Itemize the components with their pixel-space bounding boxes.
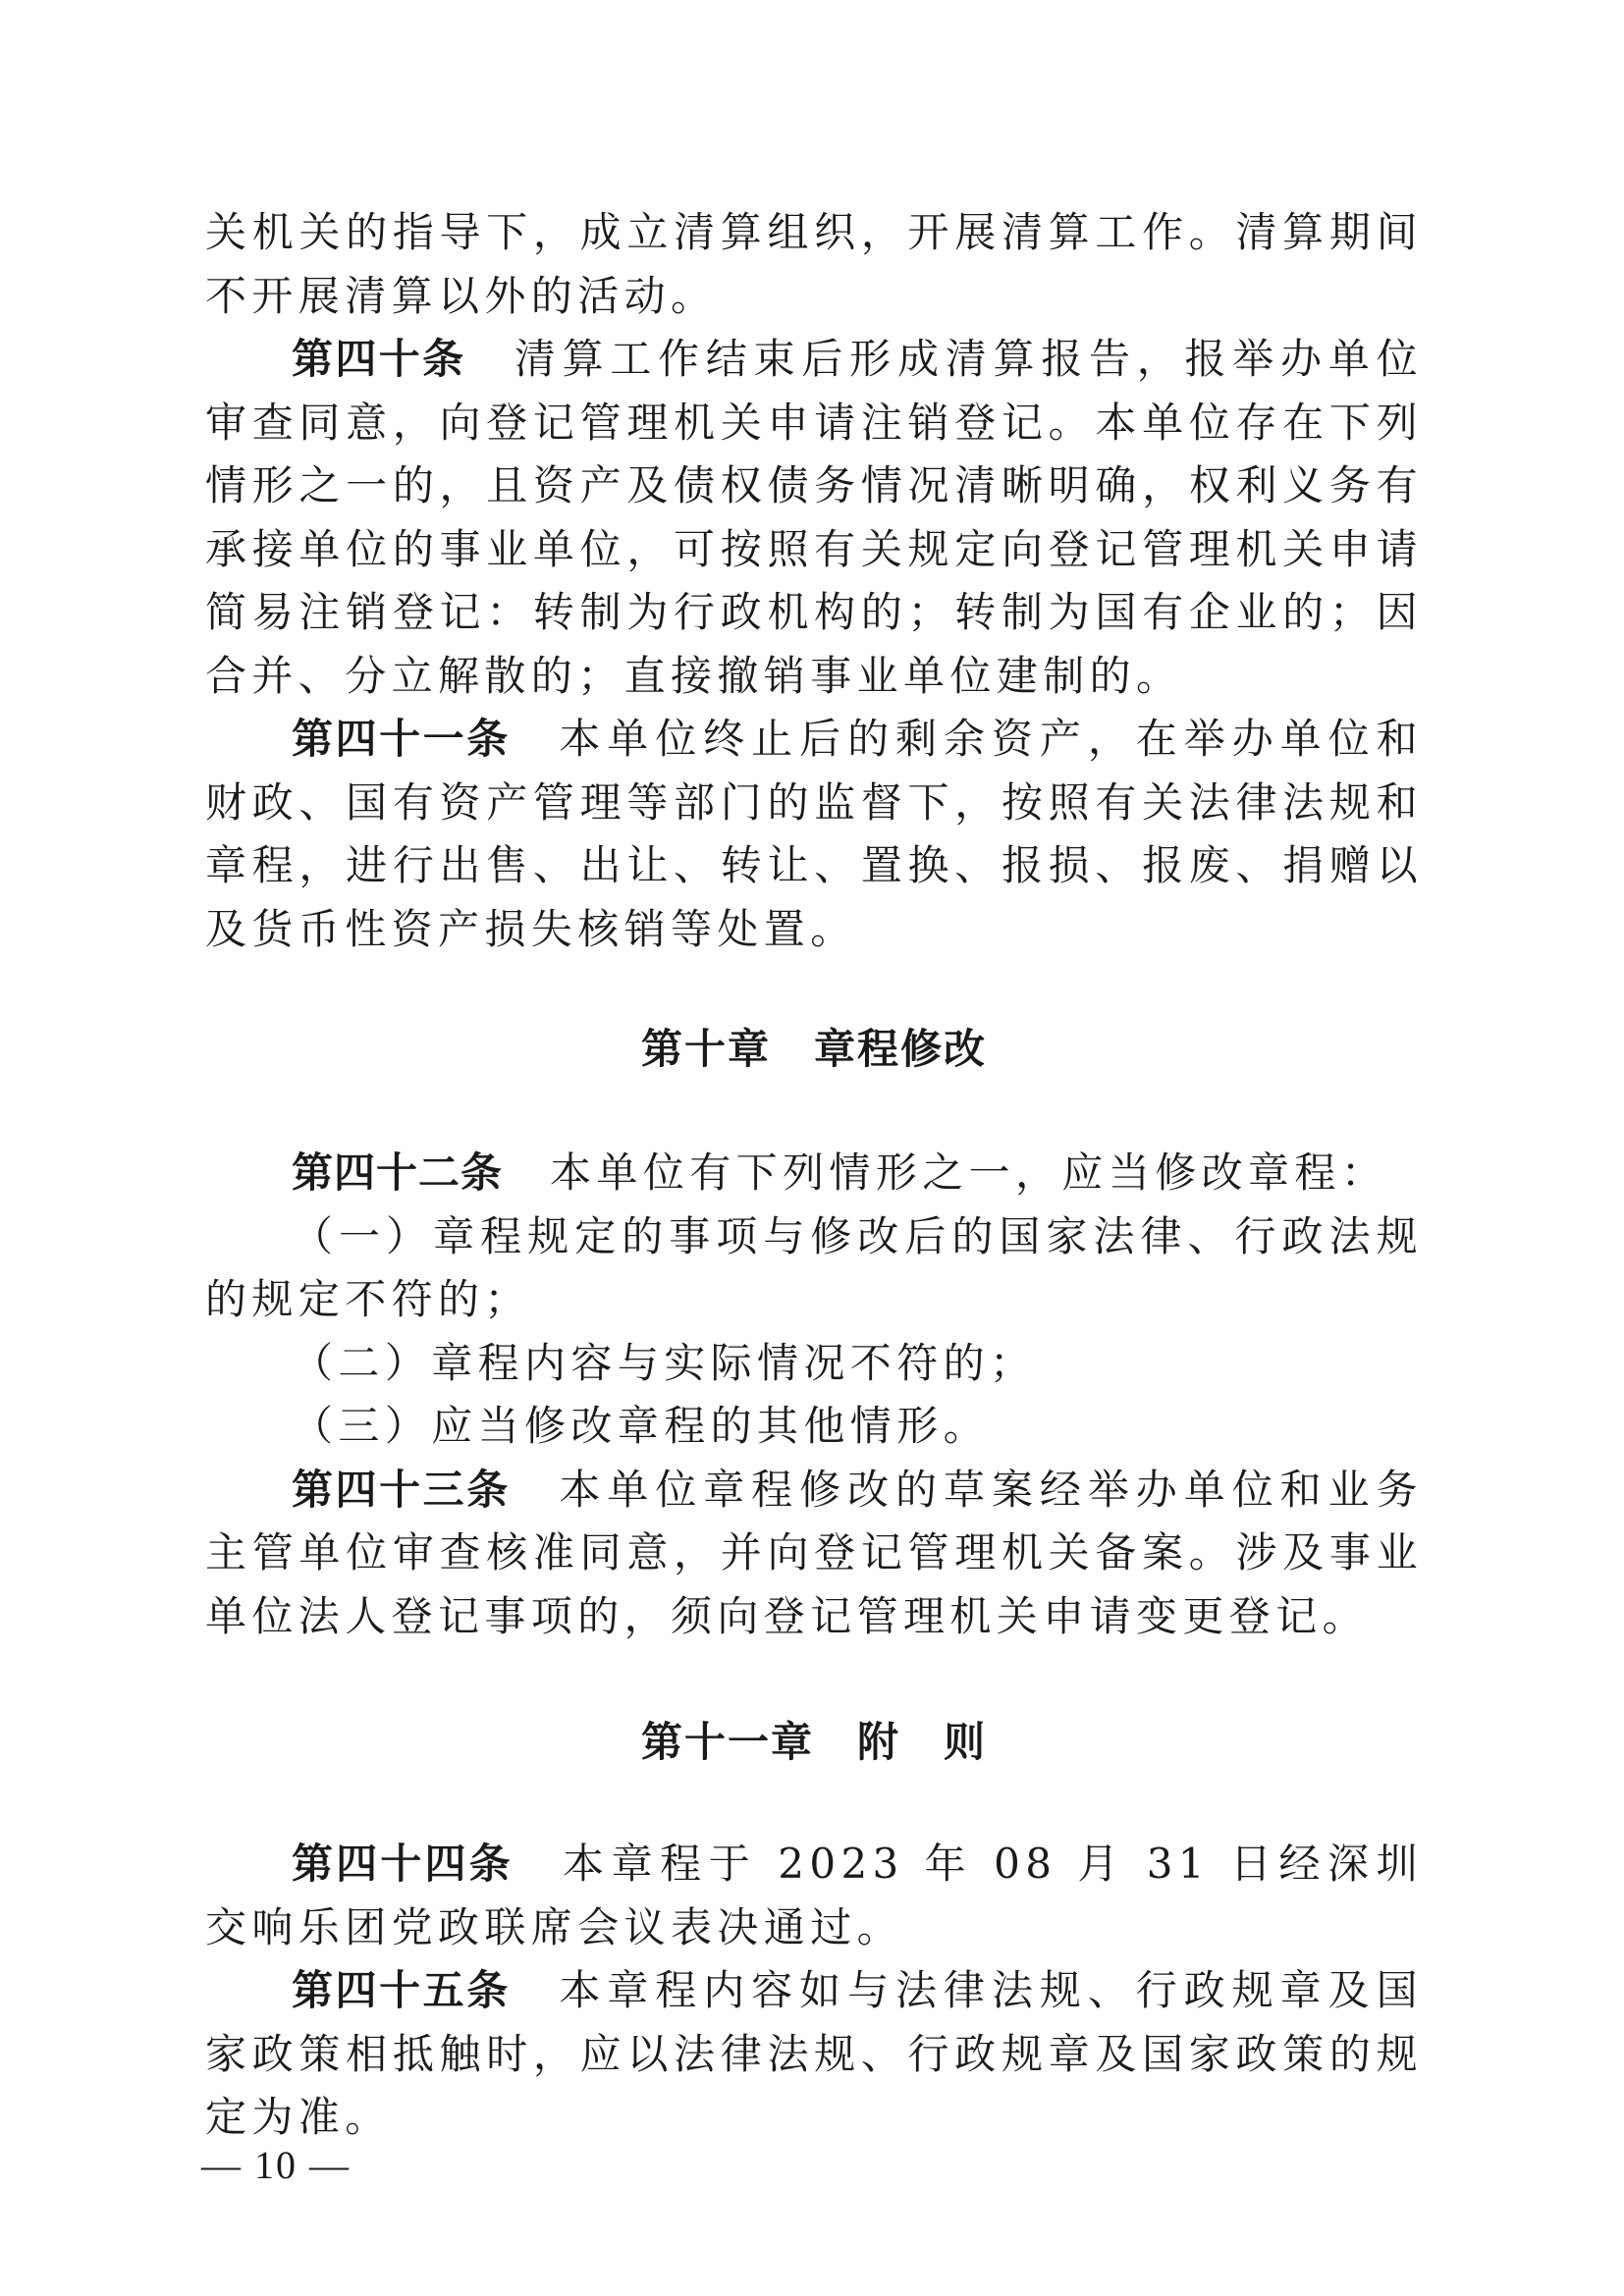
article-40 [205,328,1423,708]
article-43-text: 本单位章程修改的草案经举办单位和业务主管单位审查核准同意，并向登记管理机关备案。涉及事业单位法人登记事项的，须向登记管理机关申请变更登记。 [205,1465,1423,1640]
article-44 [205,1833,1423,1959]
article-42-item-2: （二）章程内容与实际情况不符的； [292,1338,1037,1387]
article-42-item-1: （一）章程规定的事项与修改后的国家法律、行政法规的规定不符的； [205,1211,1423,1323]
document-body [205,201,1423,2150]
article-41-text: 本单位终止后的剩余资产，在举办单位和财政、国有资产管理等部门的监督下，按照有关法律法规和章程，进行出售、出让、转让、置换、报损、报废、捐赠以及货币性资产损失核销等处置。 [205,715,1423,953]
article-45-label: 第四十五条 [292,1966,511,2014]
chapter-10-heading: 第十章 章程修改 [640,1025,987,1073]
article-44-label: 第四十四条 [292,1840,514,1888]
article-40-label: 第四十条 [292,335,466,383]
article-42-label: 第四十二条 [292,1148,504,1197]
article-41 [205,708,1423,961]
article-43-label: 第四十三条 [292,1465,511,1514]
article-42-text: 本单位有下列情形之一，应当修改章程： [550,1148,1388,1197]
article-40-text: 清算工作结束后形成清算报告，报举办单位审查同意，向登记管理机关申请注销登记。本单位存在下列情形之一的，且资产及债权债务情况清晰明确，权利义务有承接单位的事业单位，可按照有关规定向登记管理机关申请简易注销登记：转制为行政机构的；转制为国有企业的；因合并、分立解散的；直接撤销事业单位建制的。 [205,335,1423,700]
article-44-text: 本章程于 2023 年 08 月 31 日经深圳交响乐团党政联席会议表决通过。 [205,1840,1423,1951]
article-42 [205,1142,1423,1205]
continuation-paragraph: 关机关的指导下，成立清算组织，开展清算工作。清算期间不开展清算以外的活动。 [205,208,1423,320]
article-42-item-3: （三）应当修改章程的其他情形。 [292,1402,991,1450]
page-number: — 10 — [201,2143,351,2187]
article-45 [205,1959,1423,2150]
article-45-text: 本章程内容如与法律法规、行政规章及国家政策相抵触时，应以法律法规、行政规章及国家政策的规定为准。 [205,1966,1423,2141]
article-41-label: 第四十一条 [292,715,511,763]
article-43 [205,1459,1423,1649]
chapter-11-heading: 第十一章 附 则 [640,1718,987,1766]
